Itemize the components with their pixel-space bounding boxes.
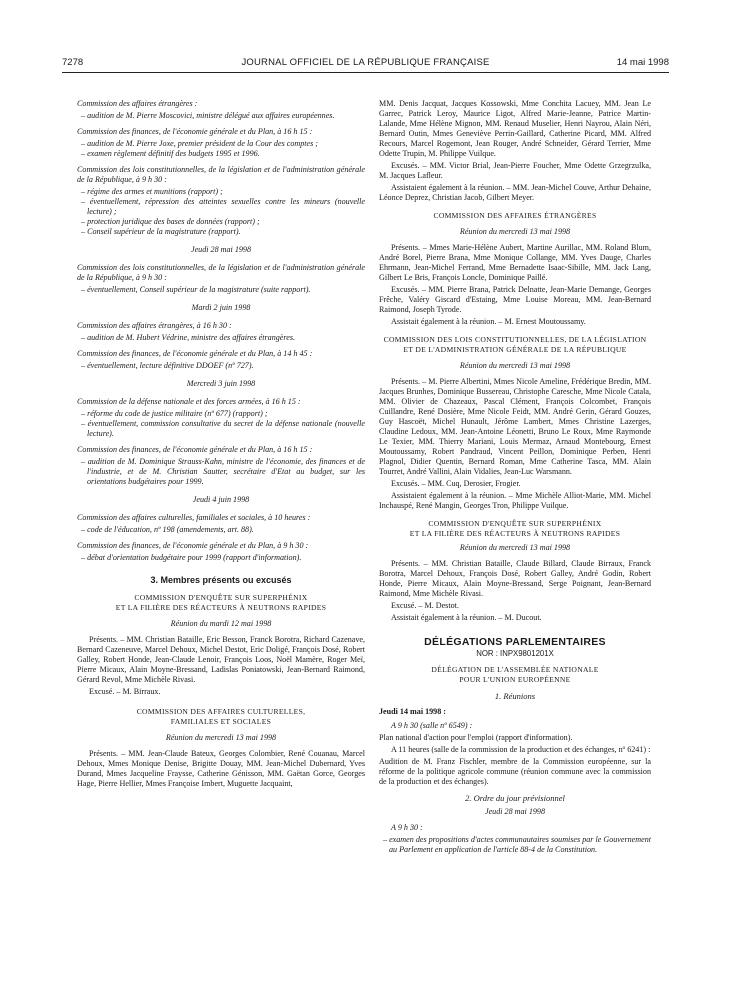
meeting-date: Jeudi 28 mai 1998 (484, 807, 546, 816)
journal-title: JOURNAL OFFICIEL DE LA RÉPUBLIQUE FRANÇAISE (241, 57, 490, 68)
agenda-item: – régime des armes et munitions (rapport) ; (81, 187, 223, 196)
subsection-title: 1. Réunions (494, 691, 536, 701)
agenda-item: – éventuellement, Conseil supérieur de la magistrature (suite rapport). (81, 285, 311, 294)
section-title: DÉLÉGATIONS PARLEMENTAIRES (424, 636, 606, 648)
agenda-item: – audition de M. Hubert Védrine, ministre des affaires étrangères. (81, 333, 296, 342)
attending-members: Assistaient également à la réunion. – Mme Michèle Alliot-Marie, MM. Michel Inchauspé, René Mangin, Georges Tron, Philippe Vuilque. (379, 491, 651, 510)
commission-heading: Commission des finances, de l'économie générale et du Plan, à 16 h 15 : (77, 445, 313, 454)
meeting-date: Réunion du mercredi 13 mai 1998 (459, 361, 571, 370)
excused-members: Excusés. – MM. Pierre Brana, Patrick Delnatte, Jean-Marie Demange, Georges Frêche, Valéry Giscard d'Estaing, Mme Louise Moreau, MM. Jean-Bernard Raimond, Joseph Tyrode. (379, 285, 651, 314)
commission-heading: Commission des finances, de l'économie générale et du Plan, à 9 h 30 : (77, 541, 309, 550)
agenda-item: Plan national d'action pour l'emploi (rapport d'information). (379, 733, 573, 742)
agenda-time: A 9 h 30 : (391, 823, 423, 832)
present-members: Présents. – Mmes Marie-Hélène Aubert, Martine Aurillac, MM. Roland Blum, André Borel, Pierre Brana, Mme Monique Collange, MM. Yves Dauge, Charles Ehrmann, Jean-Michel Ferrand, Mme Bernadette Isaac-Sibille, MM. Jack Lang, Gilbert Le Bris, François Loncle, Dominique Paillé. (379, 243, 651, 282)
header-rule (62, 72, 669, 73)
present-members: MM. Denis Jacquat, Jacques Kossowski, Mme Conchita Lacuey, MM. Jean Le Garrec, Patrick Leroy, Maurice Ligot, Alfred Marie-Jeanne, Patrice Martin-Lalande, Mme Hélène Mignon, MM. Renaud Muselier, Henri Nayrou, Alain Néri, Bernard Outin, Mmes Geneviève Perrin-Gaillard, Catherine Picard, MM. Alfred Recours, Marcel Rogemont, Jean Rouger, André Schneider, Gérard Terrier, Mme Odette Trupin, M. Philippe Vuilque. (379, 99, 651, 158)
meeting-date: Réunion du mercredi 13 mai 1998 (459, 227, 571, 236)
present-members: Présents. – MM. Jean-Claude Bateux, Georges Colombier, René Couanau, Marcel Dehoux, Mmes Monique Denise, Brigitte Douay, MM. Jean-Michel Dubernard, Yves Durand, Mmes Jacqueline Fraysse, Catherine Génisson, MM. Gaëtan Gorce, Georges Hage, Pierre Hellier, Mmes Françoise Imbert, Muguette Jacquaint, (77, 749, 365, 788)
commission-heading: Commission des affaires culturelles, familiales et sociales, à 10 heures : (77, 513, 311, 522)
agenda-item: – éventuellement, répression des atteintes sexuelles contre les mineurs (nouvelle lecture) ; (81, 197, 365, 216)
agenda-item: Audition de M. Franz Fischler, membre de la Commission européenne, sur la réforme de la politique agricole commune (réunion commune avec la commission de la production et des échanges). (379, 757, 651, 786)
meeting-date: Jeudi 4 juin 1998 (192, 495, 250, 504)
agenda-item: – éventuellement, lecture définitive DDOEF (nº 727). (81, 361, 254, 370)
agenda-time: A 9 h 30 (salle nº 6549) : (391, 721, 473, 730)
meeting-date: Jeudi 14 mai 1998 : (379, 707, 446, 716)
commission-title: COMMISSION D'ENQUÊTE SUR SUPERPHÉNIX (134, 593, 308, 602)
present-members: Présents. – M. Pierre Albertini, Mmes Nicole Ameline, Frédérique Bredin, MM. Jacques Brunhes, Dominique Bussereau, Christophe Caresche, Mme Nicole Catala, MM. Olivier de Chazeaux, Pascal Clément, François Colcombet, François Cuillandre, René Dosière, Mme Nicole Feidt, MM. André Gerin, Gérard Gouzes, Guy Hascoët, Michel Hunault, Jérôme Lambert, Mmes Christine Lazerges, Claudine Ledoux, MM. Jean-Antoine Léonetti, Bruno Le Roux, Mme Raymonde Le Texier, MM. Thierry Mariani, Louis Mermaz, Arnaud Montebourg, Ernest Moutoussamy, Robert Pandraud, Vincent Peillon, Dominique Perben, Henri Plagnol, Didier Quentin, Bernard Roman, Mme Catherine Tasca, MM. Alain Tourret, André Vallini, Alain Vidalies, Jean-Luc Warsmann. (379, 377, 651, 476)
agenda-item: – audition de M. Pierre Joxe, premier président de la Cour des comptes ; (81, 139, 318, 148)
agenda-item: – éventuellement, commission consultative du secret de la défense nationale (nouvelle lecture). (81, 419, 365, 438)
commission-title: COMMISSION DES AFFAIRES ÉTRANGÈRES (433, 211, 597, 220)
commission-title: FAMILIALES ET SOCIALES (170, 717, 272, 726)
agenda-item: – Conseil supérieur de la magistrature (rapport). (81, 227, 241, 236)
agenda-item: – audition de M. Pierre Moscovici, ministre délégué aux affaires européennes. (81, 111, 335, 120)
commission-heading: Commission des lois constitutionnelles, de la législation et de l'administration générale de la République, à 9 h 30 : (77, 263, 365, 282)
attending-members: Assistaient également à la réunion. – MM. Jean-Michel Couve, Arthur Dehaine, Léonce Deprez, Christian Jacob, Gilbert Meyer. (379, 183, 651, 202)
excused-members: Excusé. – M. Destot. (391, 601, 459, 610)
present-members: Présents. – MM. Christian Bataille, Claude Billard, Claude Birraux, Franck Borotra, Marcel Dehoux, François Dosé, Robert Galley, André Godin, Robert Honde, Pierre Micaux, Alain Moyne-Bressand, Serge Poignant, Jean-Bernard Raimond, Mme Michèle Rivasi. (379, 559, 651, 598)
meeting-date: Réunion du mercredi 13 mai 1998 (459, 543, 571, 552)
commission-heading: Commission des finances, de l'économie générale et du Plan, à 16 h 15 : (77, 127, 313, 136)
present-members: Présents. – MM. Christian Bataille, Eric Besson, Franck Borotra, Richard Cazenave, Bernard Cazeneuve, Marcel Dehoux, Michel Destot, Eric Doligé, François Dosé, Robert Galley, Robert Honde, Jean-Claude Lenoir, François Loos, Noël Mamère, Roger Meï, Pierre Micaux, Alain Moyne-Bressand, Ladislas Poniatowski, Jean-Bernard Raimond, Gérard Revol, Mme Michèle Rivasi. (77, 635, 365, 684)
agenda-item: – examen règlement définitif des budgets 1995 et 1996. (81, 149, 260, 158)
agenda-time: A 11 heures (salle de la commission de la production et des échanges, nº 6241) : (391, 745, 651, 754)
commission-heading: Commission de la défense nationale et des forces armées, à 16 h 15 : (77, 397, 301, 406)
agenda-item: – audition de M. Dominique Strauss-Kahn, ministre de l'économie, des finances et de l'industrie, et de M. Christian Sautter, secrétaire d'Etat au budget, sur les orientations budgétaires pour 1999. (81, 457, 365, 486)
delegation-title: DÉLÉGATION DE L'ASSEMBLÉE NATIONALE (431, 665, 599, 674)
commission-title: ET LA FILIÈRE DES RÉACTEURS À NEUTRONS RAPIDES (115, 603, 327, 612)
commission-heading: Commission des lois constitutionnelles, de la législation et de l'administration générale de la République, à 9 h 30 : (77, 165, 365, 184)
commission-heading: Commission des finances, de l'économie générale et du Plan, à 14 h 45 : (77, 349, 313, 358)
agenda-item: – examen des propositions d'actes communautaires soumises par le Gouvernement au Parlement en application de l'article 88-4 de la Constitution. (383, 835, 651, 854)
issue-date: 14 mai 1998 (616, 57, 669, 68)
agenda-item: – débat d'orientation budgétaire pour 1999 (rapport d'information). (81, 553, 302, 562)
subsection-title: 2. Ordre du jour prévisionnel (465, 793, 565, 803)
commission-heading: Commission des affaires étrangères : (77, 99, 198, 108)
agenda-item: – code de l'éducation, nº 198 (amendements, art. 88). (81, 525, 254, 534)
meeting-date: Jeudi 28 mai 1998 (190, 245, 252, 254)
right-column (379, 99, 651, 855)
commission-title: COMMISSION D'ENQUÊTE SUR SUPERPHÉNIX (428, 519, 602, 528)
meeting-date: Réunion du mercredi 13 mai 1998 (165, 733, 277, 742)
commission-title: ET LA FILIÈRE DES RÉACTEURS À NEUTRONS RAPIDES (409, 529, 621, 538)
attending-members: Assistait également à la réunion. – M. Ernest Moutoussamy. (391, 317, 586, 326)
agenda-item: – réforme du code de justice militaire (nº 677) (rapport) ; (81, 409, 268, 418)
meeting-date: Réunion du mardi 12 mai 1998 (170, 619, 272, 628)
commission-title: COMMISSION DES LOIS CONSTITUTIONNELLES, DE LA LÉGISLATION ET DE L'ADMINISTRATION GÉNÉRALE DE LA RÉPUBLIQUE (383, 335, 647, 354)
page-header (62, 57, 669, 73)
attending-members: Assistait également à la réunion. – M. Ducout. (391, 613, 542, 622)
meeting-date: Mercredi 3 juin 1998 (186, 379, 256, 388)
commission-heading: Commission des affaires étrangères, à 16 h 30 : (77, 321, 232, 330)
page-number: 7278 (62, 57, 84, 68)
agenda-item: – protection juridique des bases de données (rapport) ; (81, 217, 260, 226)
excused-members: Excusés. – MM. Cuq, Derosier, Frogier. (391, 479, 521, 488)
excused-members: Excusés. – MM. Victor Brial, Jean-Pierre Foucher, Mme Odette Grzegrzulka, M. Jacques Lafleur. (379, 161, 651, 180)
section-title: 3. Membres présents ou excusés (150, 575, 292, 585)
nor-reference: NOR : INPX9801201X (476, 649, 554, 658)
commission-title: COMMISSION DES AFFAIRES CULTURELLES, (136, 707, 306, 716)
excused-members: Excusé. – M. Birraux. (89, 687, 161, 696)
delegation-title: POUR L'UNION EUROPÉENNE (459, 675, 571, 684)
meeting-date: Mardi 2 juin 1998 (191, 303, 251, 312)
left-column (77, 99, 365, 791)
